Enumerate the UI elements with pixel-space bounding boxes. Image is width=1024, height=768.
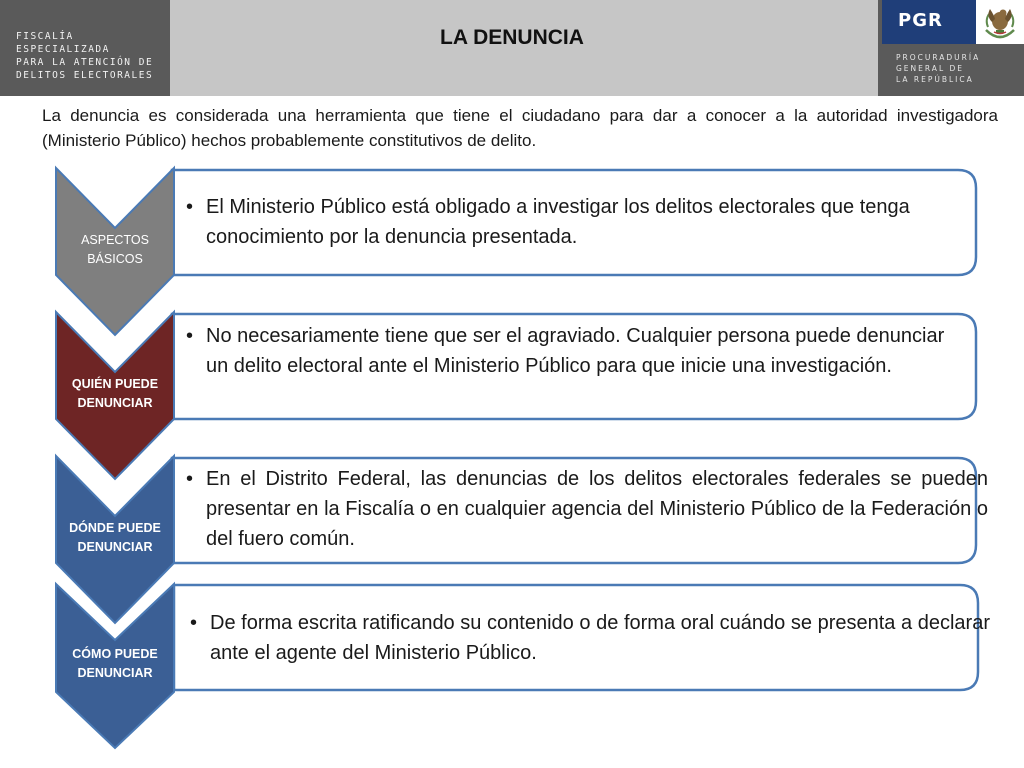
chevron-label-line: DENUNCIAR	[77, 666, 153, 680]
chevron-label-quien	[56, 375, 174, 413]
chevron-label-donde	[56, 519, 174, 557]
pgr-name-line: PROCURADURÍA	[896, 53, 981, 62]
fiscalia-line: PARA LA ATENCIÓN DE	[16, 57, 154, 68]
section-text-como	[190, 608, 990, 668]
bullet-icon: •	[190, 612, 198, 634]
section-text: De forma escrita ratificando su contenido o de forma oral cuándo se presenta a declarar ante el agente del Ministerio Público.	[210, 612, 990, 664]
intro-paragraph: La denuncia es considerada una herramienta que tiene el ciudadano para dar a conocer a la autoridad investigadora (Ministerio Público) hechos probablemente constitutivos de delito.	[42, 106, 998, 150]
chevron-label-line: ASPECTOS	[81, 233, 149, 247]
pgr-name-line: LA REPÚBLICA	[896, 75, 974, 84]
section-text: En el Distrito Federal, las denuncias de los delitos electorales federales se pueden presentar en la Fiscalía o en cualquier agencia del Ministerio Público de la Federación o del fuero común.	[206, 468, 988, 550]
pgr-name-line: GENERAL DE	[896, 64, 965, 73]
section-text: No necesariamente tiene que ser el agraviado. Cualquier persona puede denunciar un delito electoral ante el Ministerio Público para que inicie una investigación.	[206, 325, 945, 377]
pgr-logo-text: PGR	[898, 10, 943, 31]
section-text-quien	[186, 321, 966, 381]
page-title: LA DENUNCIA	[440, 26, 584, 49]
bullet-icon: •	[186, 325, 194, 347]
section-text: El Ministerio Público está obligado a investigar los delitos electorales que tenga conocimiento por la denuncia presentada.	[206, 196, 910, 248]
chevron-label-line: DÓNDE PUEDE	[69, 521, 161, 535]
bullet-icon: •	[186, 196, 194, 218]
section-text-donde	[186, 464, 988, 554]
fiscalia-line: FISCALÍA ESPECIALIZADA	[16, 31, 110, 55]
chevron-label-line: QUIÉN PUEDE	[71, 377, 159, 391]
chevron-label-aspectos	[56, 231, 174, 269]
bullet-icon: •	[186, 468, 194, 490]
chevron-label-como	[56, 645, 174, 683]
chevron-label-line: DENUNCIAR	[77, 396, 153, 410]
chevron-label-line: CÓMO PUEDE	[72, 647, 158, 661]
fiscalia-line: DELITOS ELECTORALES	[16, 70, 154, 81]
chevron-label-line: BÁSICOS	[87, 252, 143, 266]
section-text-aspectos	[186, 192, 976, 252]
chevron-label-line: DENUNCIAR	[77, 540, 153, 554]
